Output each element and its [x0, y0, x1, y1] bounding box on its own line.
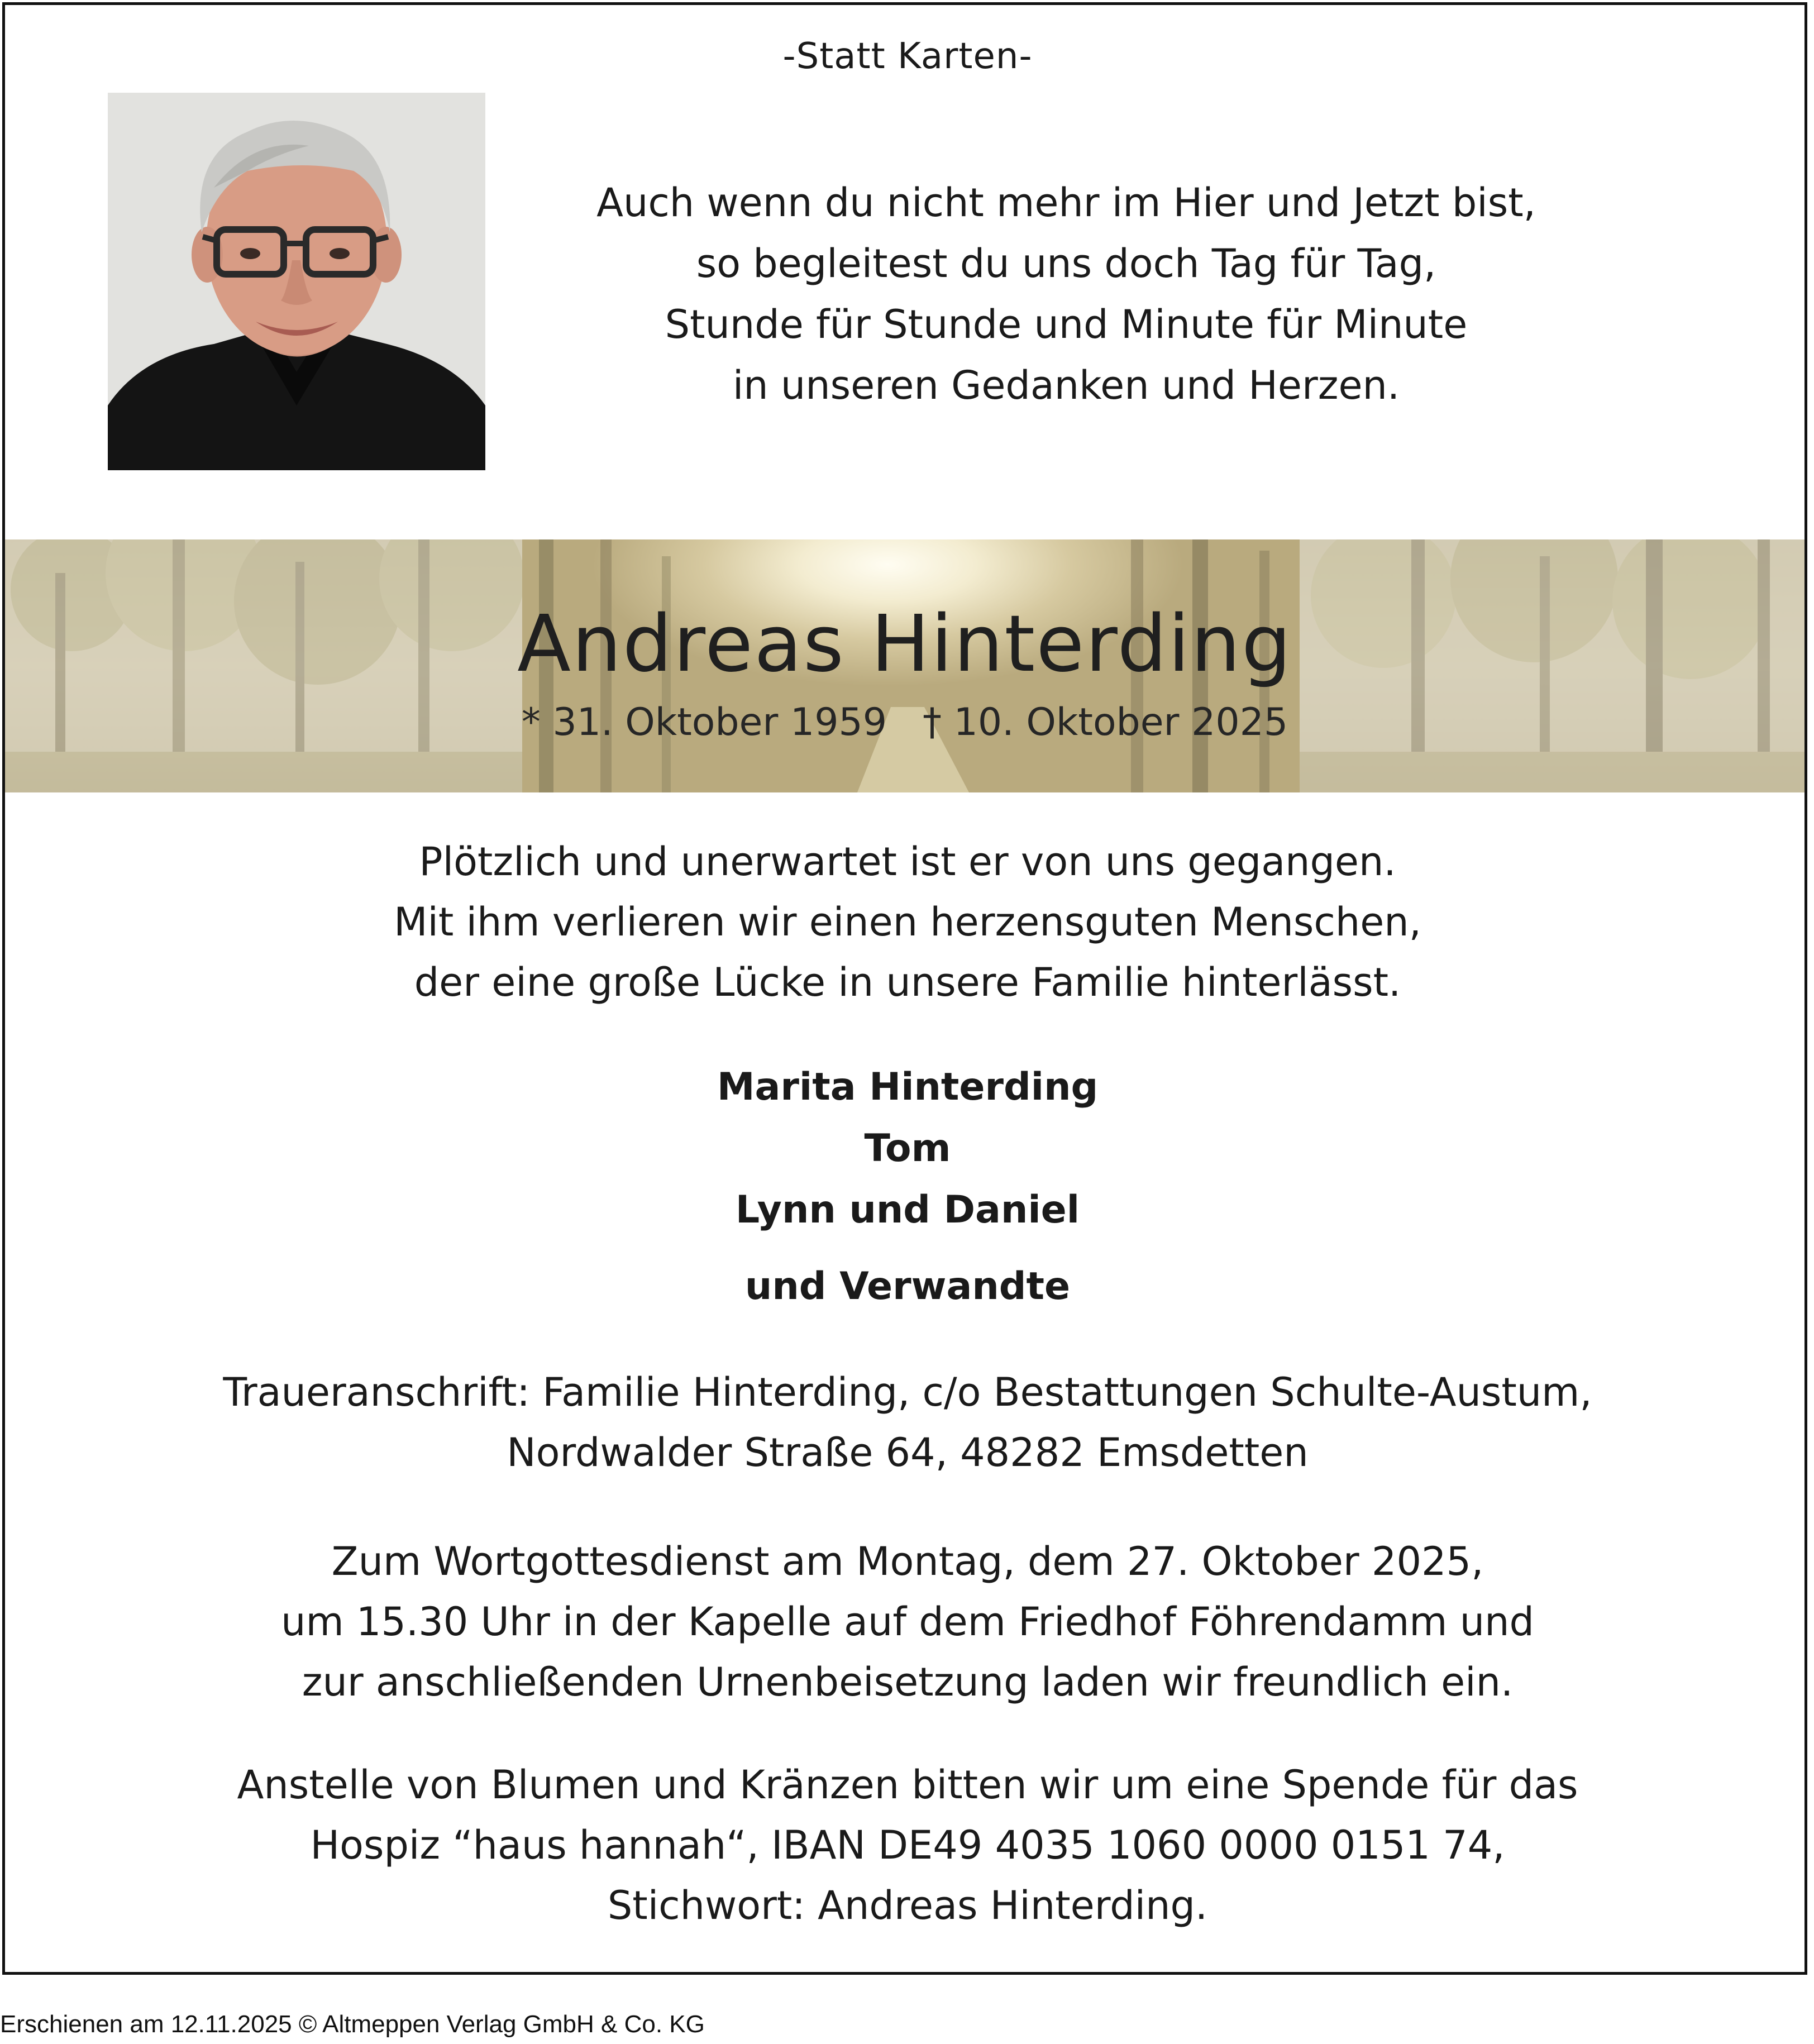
obituary-frame: [2, 2, 1807, 1975]
death-date: † 10. Oktober 2025: [923, 700, 1288, 744]
service-line: zur anschließenden Urnenbeisetzung laden wir freundlich ein.: [302, 1659, 1514, 1705]
donation-line: Hospiz “haus hannah“, IBAN DE49 4035 1060 0000 0151 74,: [310, 1822, 1505, 1868]
donation-line: Anstelle von Blumen und Kränzen bitten wir um eine Spende für das: [237, 1762, 1578, 1808]
message-line: der eine große Lücke in unsere Familie hinterlässt.: [414, 959, 1401, 1005]
life-dates: [5, 700, 1805, 744]
farewell-message: [5, 832, 1810, 1013]
portrait-photo: [108, 93, 485, 470]
relatives-label: und Verwandte: [744, 1264, 1071, 1308]
deceased-name: Andreas Hinterding: [517, 599, 1292, 690]
poem-line: Stunde für Stunde und Minute für Minute: [665, 302, 1468, 347]
donation-request: [5, 1755, 1810, 1936]
address-line: Nordwalder Straße 64, 48282 Emsdetten: [507, 1430, 1309, 1475]
mourner-name: Tom: [864, 1126, 951, 1171]
statt-karten-label: -Statt Karten-: [782, 36, 1033, 77]
poem-line: in unseren Gedanken und Herzen.: [732, 362, 1400, 408]
message-line: Plötzlich und unerwartet ist er von uns gegangen.: [419, 839, 1396, 885]
poem-line: Auch wenn du nicht mehr im Hier und Jetzt bist,: [596, 180, 1536, 226]
poem-verse: [497, 173, 1636, 416]
service-line: Zum Wortgottesdienst am Montag, dem 27. Oktober 2025,: [331, 1539, 1484, 1584]
donation-line: Stichwort: Andreas Hinterding.: [607, 1883, 1208, 1928]
birth-date: * 31. Oktober 1959: [521, 700, 887, 744]
mourner-name: Lynn und Daniel: [735, 1188, 1080, 1232]
address-line: Traueranschrift: Familie Hinterding, c/o Bestattungen Schulte-Austum,: [223, 1369, 1592, 1415]
message-line: Mit ihm verlieren wir einen herzensguten Menschen,: [394, 899, 1421, 945]
service-line: um 15.30 Uhr in der Kapelle auf dem Friedhof Föhrendamm und: [281, 1599, 1534, 1645]
poem-line: so begleitest du uns doch Tag für Tag,: [696, 241, 1436, 286]
mourning-address: [5, 1362, 1810, 1483]
mourner-name: Marita Hinterding: [717, 1065, 1099, 1109]
portrait-illustration: [108, 93, 485, 470]
service-announcement: [5, 1531, 1810, 1712]
mourners-list: [5, 1057, 1810, 1241]
publication-footer: Erschienen am 12.11.2025 © Altmeppen Verlag GmbH & Co. KG: [0, 2010, 705, 2038]
